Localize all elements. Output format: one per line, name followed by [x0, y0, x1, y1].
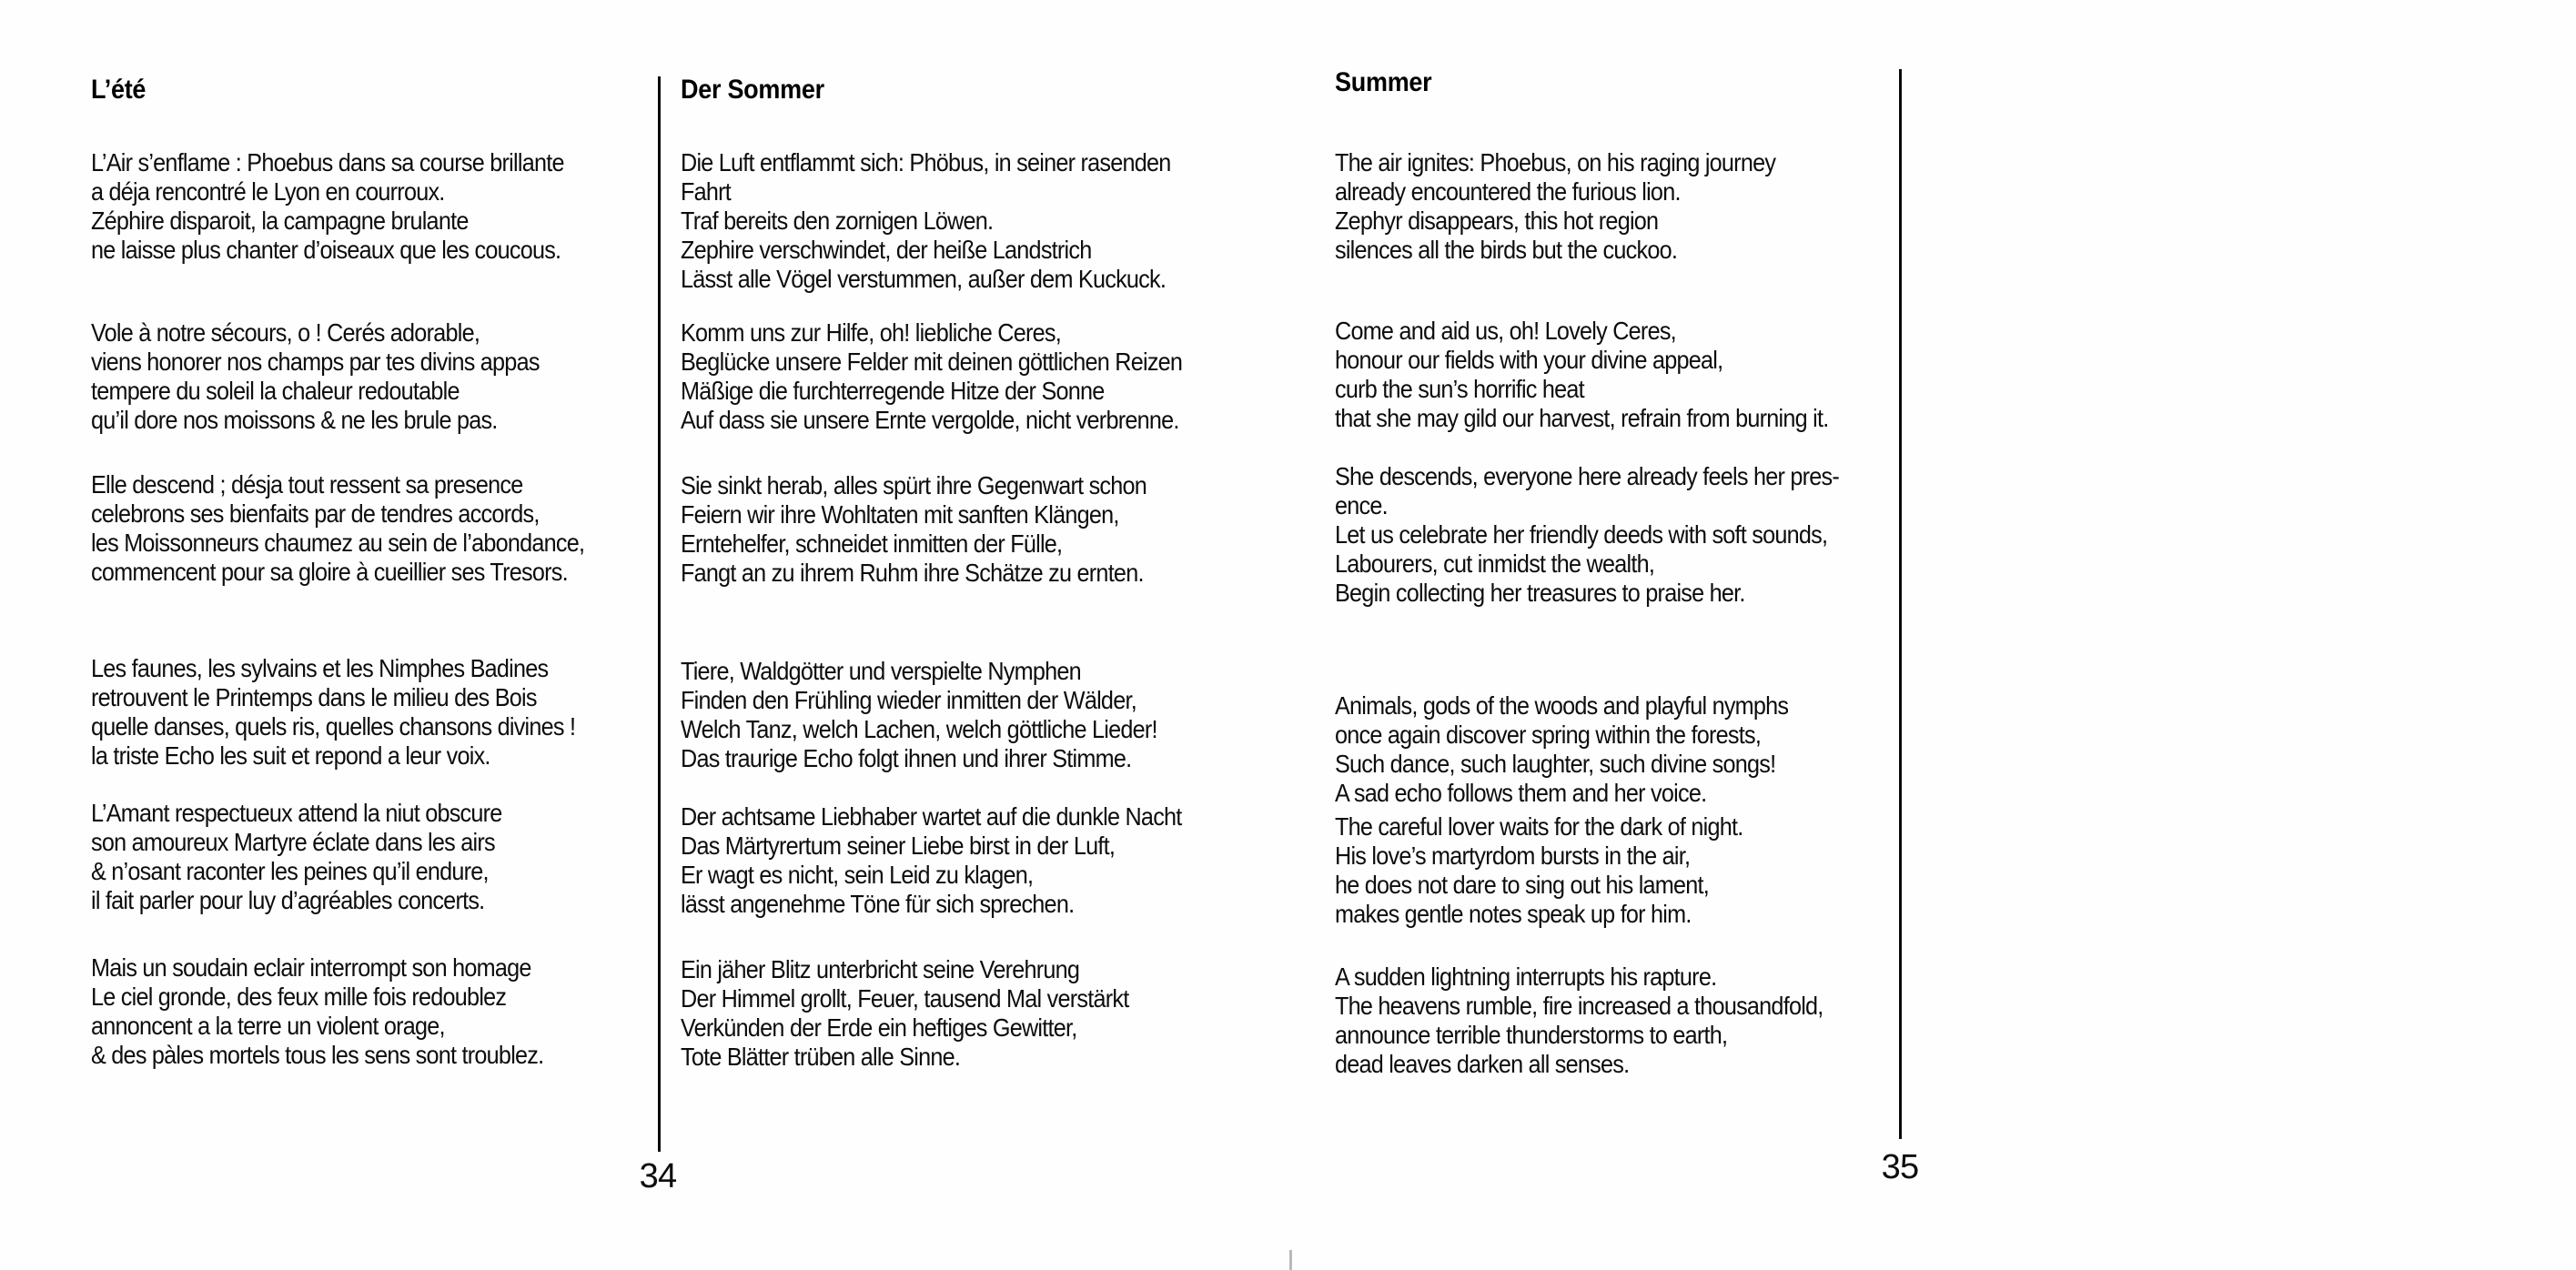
poem-line: makes gentle notes speak up for him.: [1335, 900, 1692, 928]
stanza: [1335, 963, 1823, 1079]
poem-line: quelle danses, quels ris, quelles chansons divines !: [91, 712, 576, 741]
poem-column-german: [681, 0, 1254, 1270]
poem-line: he does not dare to sing out his lament,: [1335, 871, 1710, 899]
poem-line: Zephire verschwindet, der heiße Landstrich: [681, 236, 1092, 264]
poem-line: & n’osant raconter les peines qu’il endure,: [91, 857, 489, 885]
poem-line: Die Luft entflammt sich: Phöbus, in seiner rasenden: [681, 148, 1171, 176]
stanza: [681, 802, 1182, 919]
poem-line: Sie sinkt herab, alles spürt ihre Gegenwart schon: [681, 471, 1147, 499]
poem-line: Feiern wir ihre Wohltaten mit sanften Klängen,: [681, 500, 1119, 529]
poem-line: son amoureux Martyre éclate dans les airs: [91, 828, 495, 856]
poem-line: Erntehelfer, schneidet inmitten der Fülle,: [681, 529, 1063, 558]
stanza: [91, 470, 584, 587]
poem-line: tempere du soleil la chaleur redoutable: [91, 377, 460, 405]
stanza: [1335, 317, 1828, 433]
stanza: [91, 318, 540, 435]
poem-line: Vole à notre sécours, o ! Cerés adorable,: [91, 318, 480, 347]
poem-line: ne laisse plus chanter d’oiseaux que les coucous.: [91, 236, 561, 264]
poem-line: il fait parler pour luy d’agréables concerts.: [91, 886, 485, 914]
poem-line: Finden den Frühling wieder inmitten der Wälder,: [681, 686, 1136, 714]
poem-line: Welch Tanz, welch Lachen, welch göttliche Lieder!: [681, 715, 1157, 743]
poem-line: Der Himmel grollt, Feuer, tausend Mal verstärkt: [681, 984, 1129, 1013]
poem-line: The careful lover waits for the dark of night.: [1335, 812, 1743, 841]
poem-column-french: [91, 0, 664, 1270]
poem-line: Beglücke unsere Felder mit deinen göttlichen Reizen: [681, 348, 1183, 376]
stanza: [681, 471, 1147, 588]
poem-line: Labourers, cut inmidst the wealth,: [1335, 549, 1655, 578]
stanza: [681, 318, 1182, 435]
poem-line: la triste Echo les suit et repond a leur voix.: [91, 741, 490, 770]
poem-line: Come and aid us, oh! Lovely Ceres,: [1335, 317, 1676, 345]
poem-line: Elle descend ; désja tout ressent sa presence: [91, 470, 523, 499]
stanza: [91, 148, 564, 265]
poem-line: Zephyr disappears, this hot region: [1335, 207, 1659, 235]
poem-line: Such dance, such laughter, such divine songs!: [1335, 750, 1776, 778]
poem-line: Mais un soudain eclair interrompt son homage: [91, 953, 531, 982]
poem-line: ence.: [1335, 491, 1388, 519]
poem-line: Er wagt es nicht, sein Leid zu klagen,: [681, 861, 1034, 889]
poem-line: lässt angenehme Töne für sich sprechen.: [681, 890, 1075, 918]
page-number-left: 34: [639, 1157, 677, 1195]
stanza: [1335, 462, 1839, 608]
stanza: [681, 148, 1171, 294]
poem-line: Tote Blätter trüben alle Sinne.: [681, 1043, 961, 1071]
poem-line: qu’il dore nos moissons & ne les brule pas.: [91, 406, 498, 434]
poem-line: Traf bereits den zornigen Löwen.: [681, 207, 994, 235]
poem-column-english: [1335, 0, 1908, 1270]
poem-line: Komm uns zur Hilfe, oh! liebliche Ceres,: [681, 318, 1061, 347]
poem-title-english: Summer: [1335, 67, 1432, 97]
stanza: [1335, 691, 1788, 808]
poem-line: Fangt an zu ihrem Ruhm ihre Schätze zu ernten.: [681, 559, 1144, 587]
poem-line: dead leaves darken all senses.: [1335, 1050, 1630, 1078]
poem-line: Mäßige die furchterregende Hitze der Sonne: [681, 377, 1105, 405]
poem-line: les Moissonneurs chaumez au sein de l’abondance,: [91, 529, 585, 557]
poem-line: Let us celebrate her friendly deeds with soft sounds,: [1335, 520, 1828, 549]
poem-line: Der achtsame Liebhaber wartet auf die dunkle Nacht: [681, 802, 1182, 831]
poem-line: retrouvent le Printemps dans le milieu des Bois: [91, 683, 537, 711]
poem-line: The heavens rumble, fire increased a thousandfold,: [1335, 992, 1823, 1020]
poem-line: honour our fields with your divine appeal,: [1335, 346, 1723, 374]
stanza: [91, 953, 543, 1070]
poem-line: Le ciel gronde, des feux mille fois redoublez: [91, 983, 507, 1011]
poem-line: curb the sun’s horrific heat: [1335, 375, 1584, 403]
poem-line: once again discover spring within the forests,: [1335, 721, 1762, 749]
poem-line: Zéphire disparoit, la campagne brulante: [91, 207, 469, 235]
poem-line: The air ignites: Phoebus, on his raging journey: [1335, 148, 1776, 176]
poem-line: Tiere, Waldgötter und verspielte Nymphen: [681, 657, 1081, 685]
poem-line: viens honorer nos champs par tes divins appas: [91, 348, 540, 376]
stanza: [1335, 812, 1743, 929]
poem-line: Animals, gods of the woods and playful nymphs: [1335, 691, 1789, 720]
stanza: [91, 799, 502, 915]
page-fold-mark: [1289, 1250, 1292, 1270]
poem-line: L’Air s’enflame : Phoebus dans sa course brillante: [91, 148, 564, 176]
poem-line: Auf dass sie unsere Ernte vergolde, nicht verbrenne.: [681, 406, 1179, 434]
poem-line: Lässt alle Vögel verstummen, außer dem Kuckuck.: [681, 265, 1167, 293]
poem-title-french: L’été: [91, 75, 146, 105]
poem-line: Fahrt: [681, 177, 732, 206]
poem-title-german: Der Sommer: [681, 75, 824, 105]
page-number-right: 35: [1881, 1148, 1919, 1186]
poem-line: commencent pour sa gloire à cueillier ses Tresors.: [91, 558, 568, 586]
poem-line: His love’s martyrdom bursts in the air,: [1335, 842, 1691, 870]
poem-line: that she may gild our harvest, refrain from burning it.: [1335, 404, 1829, 432]
poem-line: already encountered the furious lion.: [1335, 177, 1681, 206]
poem-line: a déja rencontré le Lyon en courroux.: [91, 177, 445, 206]
stanza: [91, 654, 575, 771]
poem-line: Begin collecting her treasures to praise her.: [1335, 579, 1745, 607]
stanza: [681, 657, 1157, 773]
poem-line: annoncent a la terre un violent orage,: [91, 1012, 445, 1040]
poem-line: celebrons ses bienfaits par de tendres accords,: [91, 499, 540, 528]
poem-line: A sudden lightning interrupts his rapture.: [1335, 963, 1717, 991]
poem-line: Das traurige Echo folgt ihnen und ihrer Stimme.: [681, 744, 1132, 772]
poem-line: silences all the birds but the cuckoo.: [1335, 236, 1678, 264]
poem-line: announce terrible thunderstorms to earth,: [1335, 1021, 1728, 1049]
poem-line: Das Märtyrertum seiner Liebe birst in der Luft,: [681, 832, 1116, 860]
poem-line: Ein jäher Blitz unterbricht seine Verehrung: [681, 955, 1080, 983]
stanza: [1335, 148, 1775, 265]
poem-line: A sad echo follows them and her voice.: [1335, 779, 1707, 807]
poem-line: Verkünden der Erde ein heftiges Gewitter,: [681, 1013, 1077, 1042]
column-divider-right: [1899, 69, 1902, 1139]
poem-line: Les faunes, les sylvains et les Nimphes Badines: [91, 654, 549, 682]
stanza: [681, 955, 1128, 1072]
poem-line: She descends, everyone here already feels her pres-: [1335, 462, 1839, 490]
column-divider-left: [658, 76, 661, 1152]
poem-line: L’Amant respectueux attend la niut obscure: [91, 799, 502, 827]
poem-line: & des pàles mortels tous les sens sont troublez.: [91, 1041, 544, 1069]
